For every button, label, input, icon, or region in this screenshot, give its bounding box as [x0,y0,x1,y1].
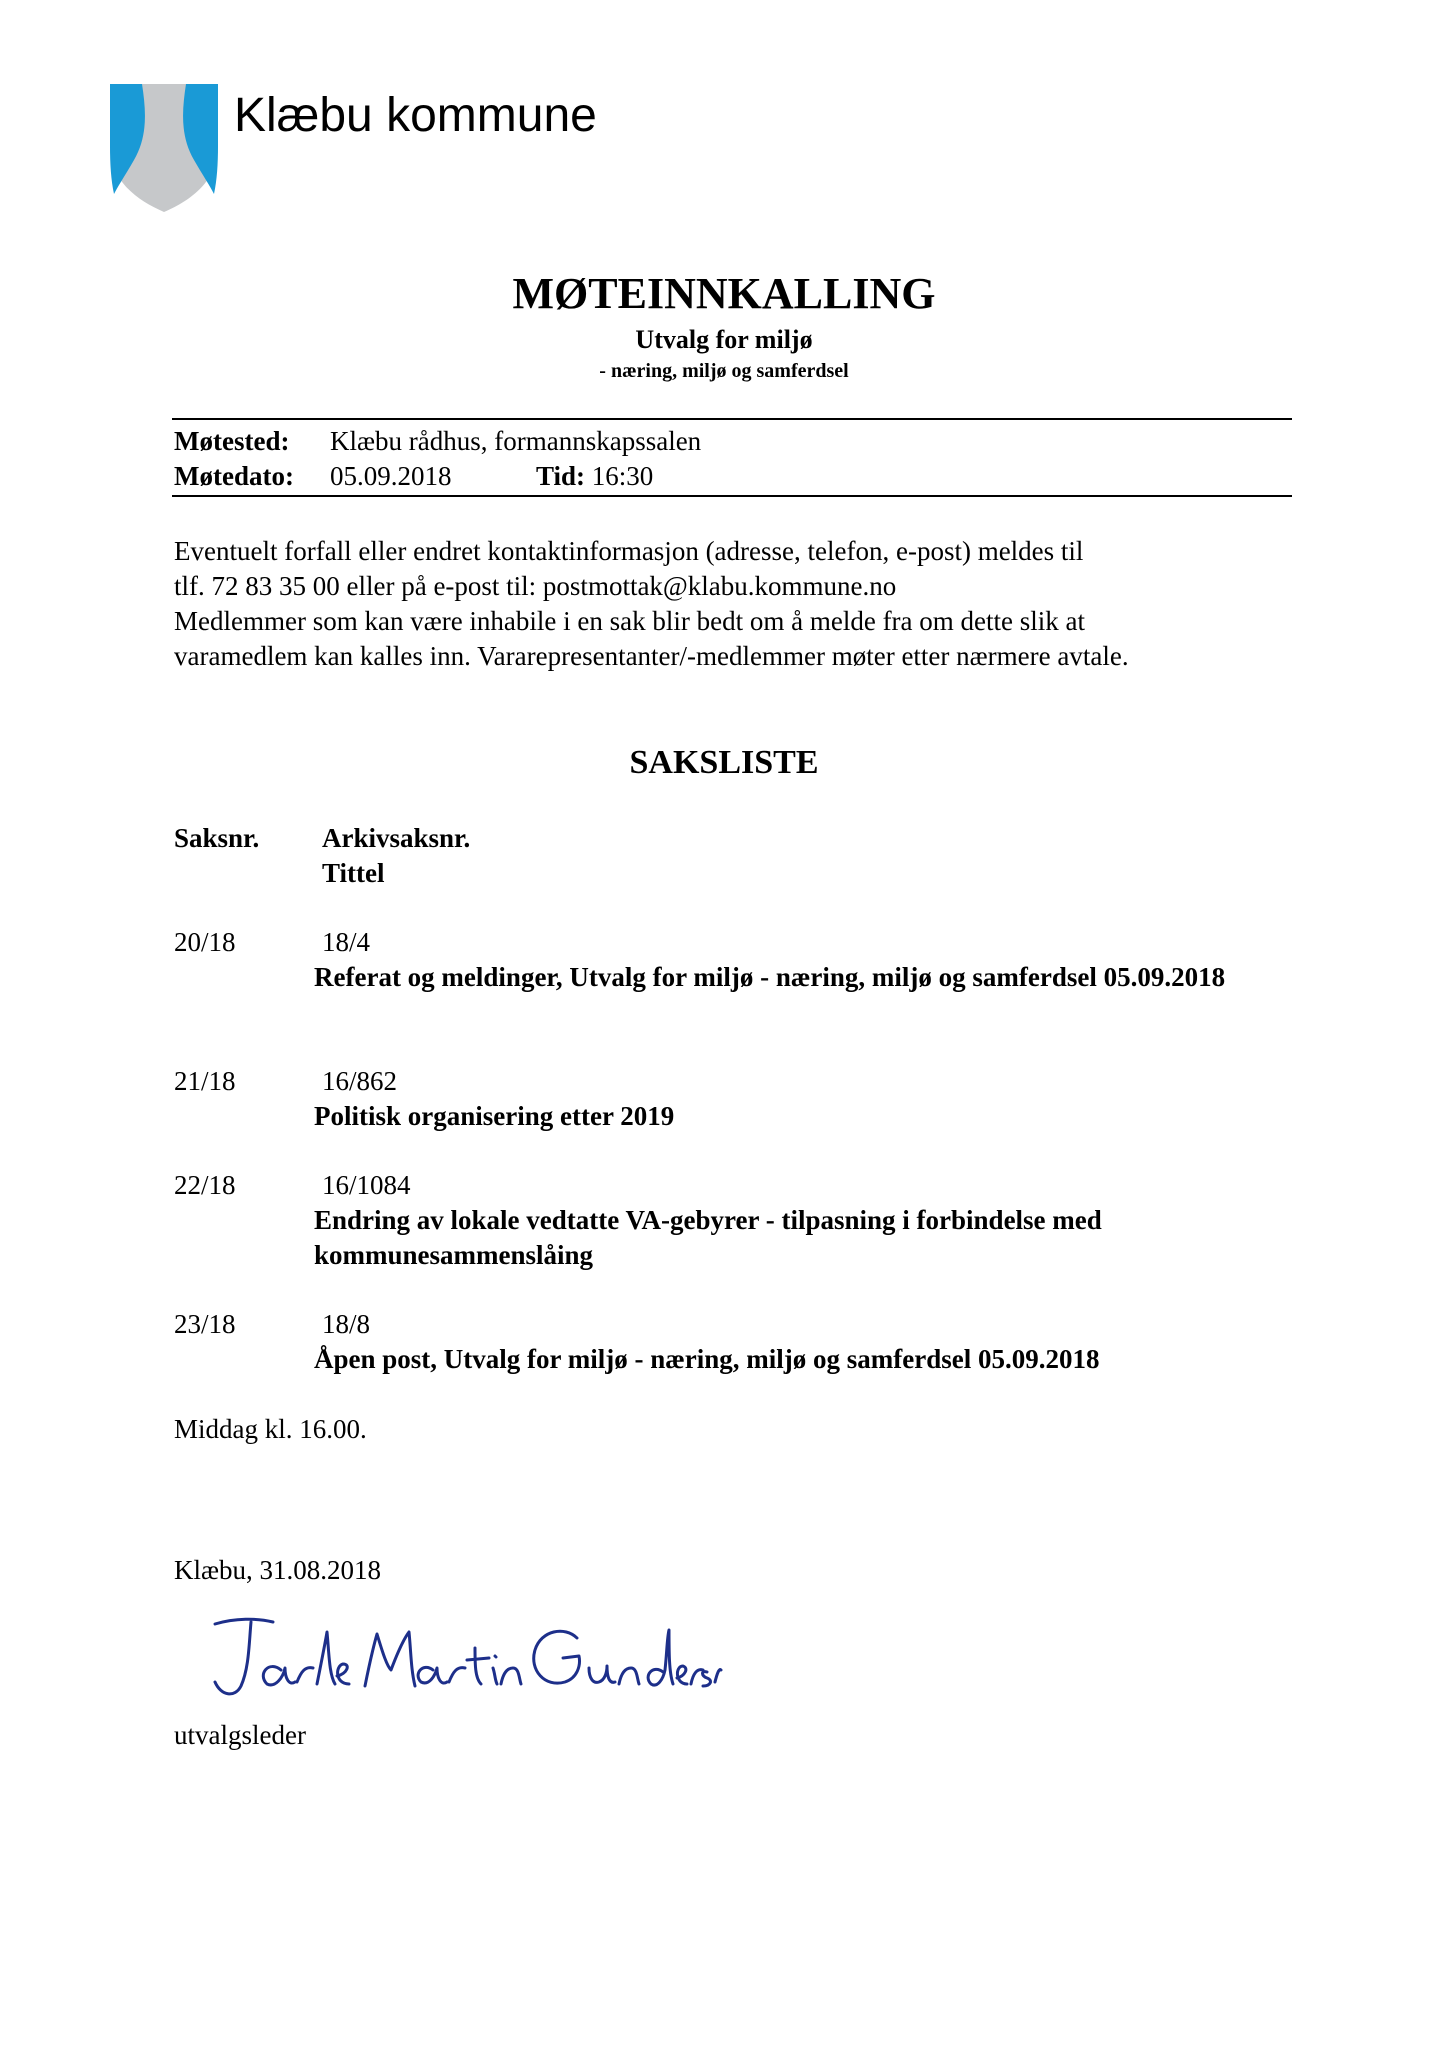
coat-of-arms-icon [110,84,218,212]
agenda-item-title: Endring av lokale vedtatte VA-gebyrer - tilpasning i forbindelse med kommunesammenslåing [314,1205,1102,1270]
agenda-item-arkivsaksnr: 18/8 [322,1309,371,1339]
meeting-date-value: 05.09.2018 [330,461,452,491]
signatory-title: utvalgsleder [174,1720,306,1750]
organization-name: Klæbu kommune [234,89,597,142]
agenda-item-title: Politisk organisering etter 2019 [314,1101,675,1131]
meeting-date-label: Møtedato: [174,461,294,491]
meeting-time-value: 16:30 [591,461,654,491]
column-header-tittel: Tittel [322,858,385,888]
column-header-arkivsaksnr: Arkivsaksnr. [322,823,471,853]
agenda-item-saksnr: 22/18 [174,1170,236,1200]
meeting-place-value: Klæbu rådhus, formannskapssalen [330,426,702,456]
committee-name: Utvalg for miljø [635,325,813,354]
agenda-item-saksnr: 23/18 [174,1309,236,1339]
divider-bottom [172,495,1292,497]
divider-top [172,418,1292,420]
column-header-saksnr: Saksnr. [174,823,260,853]
agenda-item-arkivsaksnr: 18/4 [322,927,371,957]
committee-subtitle: - næring, miljø og samferdsel [599,360,849,382]
agenda-item-saksnr: 21/18 [174,1066,236,1096]
info-paragraph [174,534,1294,674]
meeting-time-label: Tid: [536,461,586,491]
agenda-item-arkivsaksnr: 16/862 [322,1066,398,1096]
info-line: Eventuelt forfall eller endret kontaktinformasjon (adresse, telefon, e-post) meldes til [174,536,1084,566]
agenda-item-saksnr: 20/18 [174,927,236,957]
document-title: MØTEINNKALLING [512,269,936,318]
agenda-item-title: Åpen post, Utvalg for miljø - næring, miljø og samferdsel 05.09.2018 [314,1344,1100,1374]
meeting-date-row [174,459,654,493]
agenda-item-title: Referat og meldinger, Utvalg for miljø - næring, miljø og samferdsel 05.09.2018 [314,962,1226,992]
dinner-note: Middag kl. 16.00. [174,1414,367,1444]
agenda-item-arkivsaksnr: 16/1084 [322,1170,411,1200]
meeting-place-label: Møtested: [174,426,290,456]
agenda-heading: SAKSLISTE [629,744,819,781]
meeting-place-row [174,424,702,458]
place-and-date: Klæbu, 31.08.2018 [174,1555,382,1585]
meeting-time [536,459,653,493]
handwritten-signature [205,1608,725,1703]
info-line: varamedlem kan kalles inn. Vararepresentanter/-medlemmer møter etter nærmere avtale. [174,641,1129,671]
info-line: tlf. 72 83 35 00 eller på e-post til: postmottak@klabu.kommune.no [174,571,897,601]
info-line: Medlemmer som kan være inhabile i en sak blir bedt om å melde fra om dette slik at [174,606,1085,636]
